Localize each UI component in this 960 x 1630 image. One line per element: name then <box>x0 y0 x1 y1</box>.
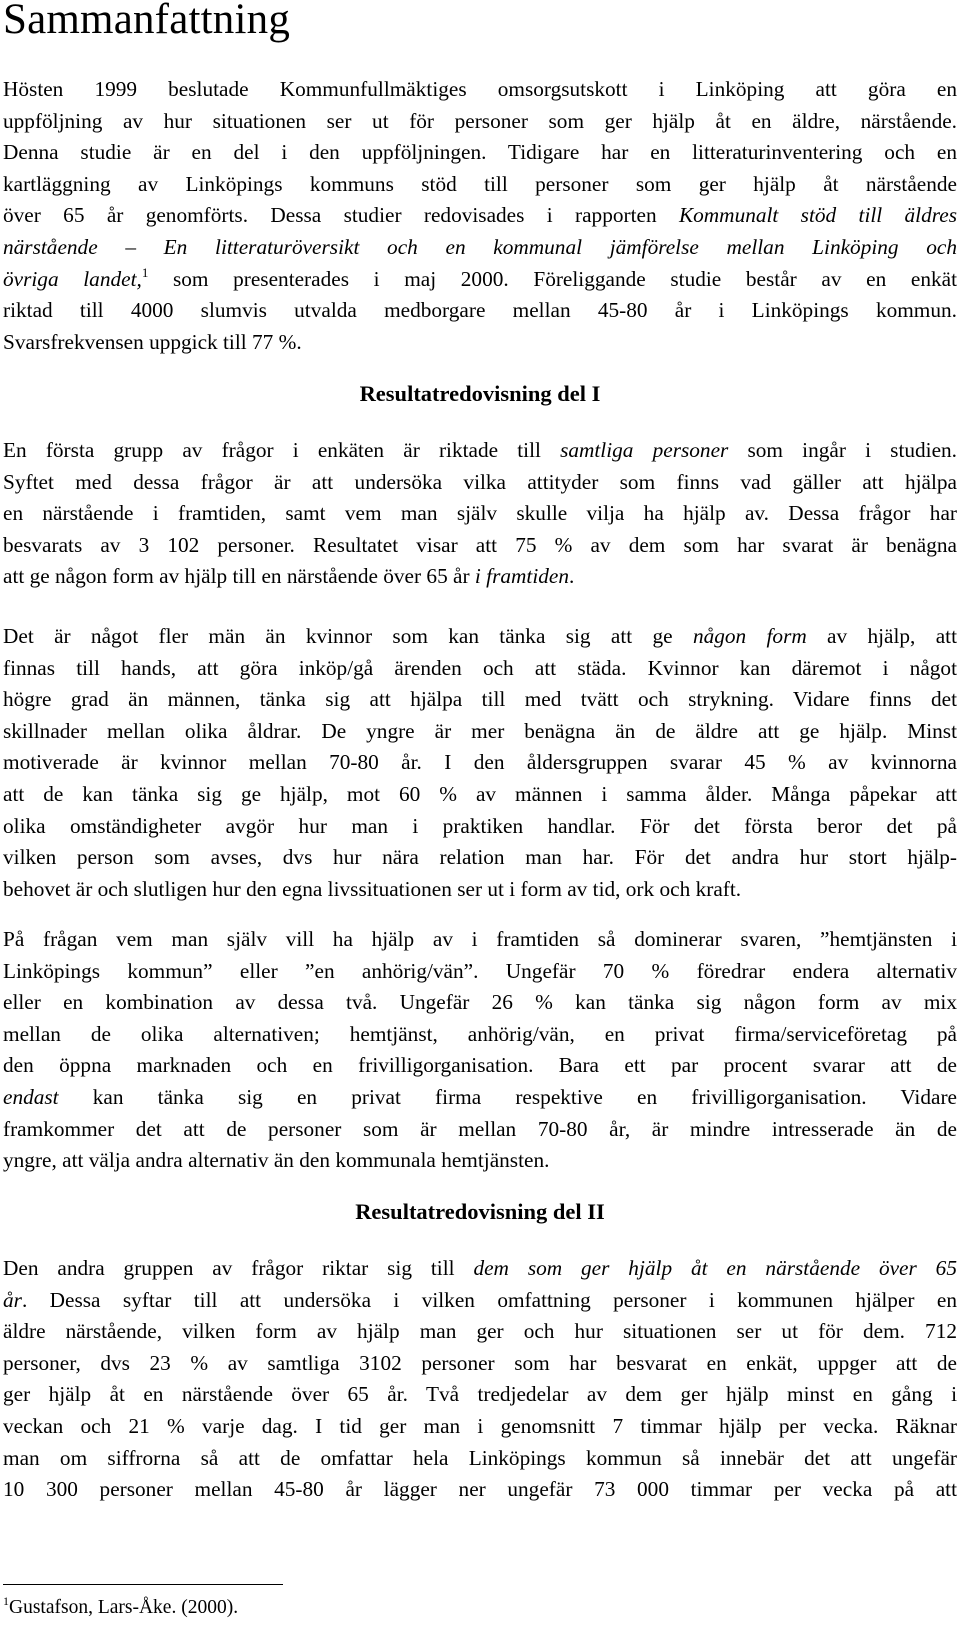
text-line: äldre närstående, vilken form av hjälp man ger och hur situationen ser ut för dem. 712 <box>3 1319 957 1344</box>
text-line: vilken person som avses, dvs hur nära relation man har. För det andra hur stort hjälp- <box>3 845 957 870</box>
footnote-divider <box>3 1584 283 1585</box>
text-line: skillnader mellan olika åldrar. De yngre är mer benägna än de äldre att ge hjälp. Minst <box>3 718 957 743</box>
text-line <box>3 435 957 467</box>
text-line: ger hjälp åt en närstående över 65 år. Två tredjedelar av dem ger hjälp minst en gång i <box>3 1382 957 1407</box>
section-heading-part-1: Resultatredovisning del I <box>359 381 601 406</box>
text-line: 10 300 personer mellan 45-80 år lägger ner ungefär 73 000 timmar per vecka på att <box>3 1477 957 1502</box>
text-line: riktad till 4000 slumvis utvalda medborgare mellan 45-80 år i Linköpings kommun. <box>3 298 957 323</box>
text-line: framkommer det att de personer som är mellan 70-80 år, är mindre intresserade än de <box>3 1116 957 1141</box>
part-1-paragraph-3 <box>3 924 957 1177</box>
text-line: På frågan vem man själv vill ha hjälp av i framtiden så dominerar svaren, ”hemtjänsten i <box>3 927 957 951</box>
report-title-italic: övriga landet, <box>3 266 142 291</box>
part-1-paragraph-2 <box>3 621 957 905</box>
text-line: högre grad än männen, tänka sig att hjälpa till med tvätt och strykning. Vidare finns det <box>3 687 957 712</box>
text-line: personer, dvs 23 % av samtliga 3102 personer som har besvarat en enkät, uppger att de <box>3 1350 957 1375</box>
text-line: man om siffrorna så att de omfattar hela Linköpings kommun så innebär det att ungefär <box>3 1445 957 1470</box>
text-run: som presenterades i maj 2000. Föreliggande studie består av en enkät <box>148 266 958 291</box>
text-line: behovet är och slutligen hur den egna livssituationen ser ut i form av tid, ork och kraft. <box>3 876 742 901</box>
text-line: finnas till hands, att göra inköp/gå ärenden och att städa. Kvinnor kan däremot i något <box>3 655 957 680</box>
text-line: Denna studie är en del i den uppföljningen. Tidigare har en litteraturinventering och en <box>3 140 957 165</box>
footnote <box>3 1596 238 1620</box>
page-title: Sammanfattning <box>3 0 291 43</box>
text-line: kartläggning av Linköpings kommuns stöd till personer som ger hjälp åt närstående <box>3 171 957 196</box>
text-run: kan tänka sig en privat firma respektive en frivilligorganisation. Vidare <box>58 1084 957 1109</box>
text-line: Linköpings kommun” eller ”en anhörig/vän”. Ungefär 70 % föredrar endera alternativ <box>3 958 957 983</box>
text-line: veckan och 21 % varje dag. I tid ger man i genomsnitt 7 timmar hjälp per vecka. Räknar <box>3 1413 957 1438</box>
text-line: Hösten 1999 beslutade Kommunfullmäktiges omsorgsutskott i Linköping att göra en <box>3 77 957 101</box>
emphasis-italic: dem som ger hjälp åt en närstående över 65 <box>473 1256 957 1280</box>
text-run: av hjälp, att <box>806 624 957 648</box>
text-line: besvarats av 3 102 personer. Resultatet visar att 75 % av dem som har svarat är benägna <box>3 532 957 557</box>
text-line: motiverade är kvinnor mellan 70-80 år. I den åldersgruppen svarar 45 % av kvinnorna <box>3 750 957 775</box>
text-line: olika omständigheter avgör hur man i praktiken handlar. För det första beror det på <box>3 813 957 838</box>
emphasis-italic: i framtiden <box>474 564 569 589</box>
section-heading-part-2: Resultatredovisning del II <box>355 1199 605 1224</box>
text-line <box>3 1082 957 1114</box>
report-title-italic: närstående – En litteraturöversikt och en kommunal jämförelse mellan Linköping och <box>3 234 957 259</box>
part-1-paragraph-1 <box>3 435 957 593</box>
text-line: yngre, att välja andra alternativ än den kommunala hemtjänsten. <box>3 1148 550 1173</box>
part-2-paragraph-1 <box>3 1253 957 1506</box>
summary-intro-paragraph <box>3 74 957 358</box>
text-run: över 65 år genomförts. Dessa studier redovisades i rapporten <box>3 203 679 228</box>
text-line <box>3 621 957 653</box>
footnote-number: 1 <box>3 1594 9 1608</box>
text-run: . <box>568 564 575 589</box>
text-line <box>3 1285 957 1317</box>
text-run: . Dessa syftar till att undersöka i vilken omfattning personer i kommunen hjälper en <box>21 1287 957 1312</box>
text-line: en närstående i framtiden, samt vem man själv skulle vilja ha hjälp av. Dessa frågor har <box>3 501 957 526</box>
emphasis-italic: någon form <box>692 624 807 648</box>
text-run: Den andra gruppen av frågor riktar sig till <box>3 1256 474 1280</box>
emphasis-italic: endast <box>3 1084 59 1109</box>
text-line: att de kan tänka sig ge hjälp, mot 60 % av männen i samma ålder. Många påpekar att <box>3 781 957 806</box>
emphasis-italic: år <box>3 1287 22 1312</box>
text-line <box>3 232 957 264</box>
footnote-reference[interactable]: 1 <box>141 264 149 280</box>
report-title-italic: Kommunalt stöd till äldres <box>678 203 957 228</box>
text-line: Syftet med dessa frågor är att undersöka vilka attityder som finns vad gäller att hjälpa <box>3 469 957 494</box>
text-run: En första grupp av frågor i enkäten är riktade till <box>3 438 561 462</box>
text-run: som ingår i studien. <box>728 438 958 462</box>
text-line: mellan de olika alternativen; hemtjänst, anhörig/vän, en privat firma/serviceföretag på <box>3 1021 957 1046</box>
text-line <box>3 264 957 296</box>
text-run: Det är något fler män än kvinnor som kan tänka sig att ge <box>3 624 693 648</box>
text-line <box>3 561 957 593</box>
text-line: den öppna marknaden och en frivilligorganisation. Bara ett par procent svarar att de <box>3 1053 957 1078</box>
text-line <box>3 1253 957 1285</box>
text-line: Svarsfrekvensen uppgick till 77 %. <box>3 329 302 354</box>
emphasis-italic: samtliga personer <box>560 438 729 462</box>
text-line: uppföljning av hur situationen ser ut för personer som ger hjälp åt en äldre, närstående. <box>3 108 957 133</box>
text-line <box>3 200 957 232</box>
text-run: att ge någon form av hjälp till en närstående över 65 år <box>3 564 475 589</box>
text-line: eller en kombination av dessa två. Ungefär 26 % kan tänka sig någon form av mix <box>3 990 957 1015</box>
footnote-text: Gustafson, Lars-Åke. (2000). <box>9 1597 239 1618</box>
